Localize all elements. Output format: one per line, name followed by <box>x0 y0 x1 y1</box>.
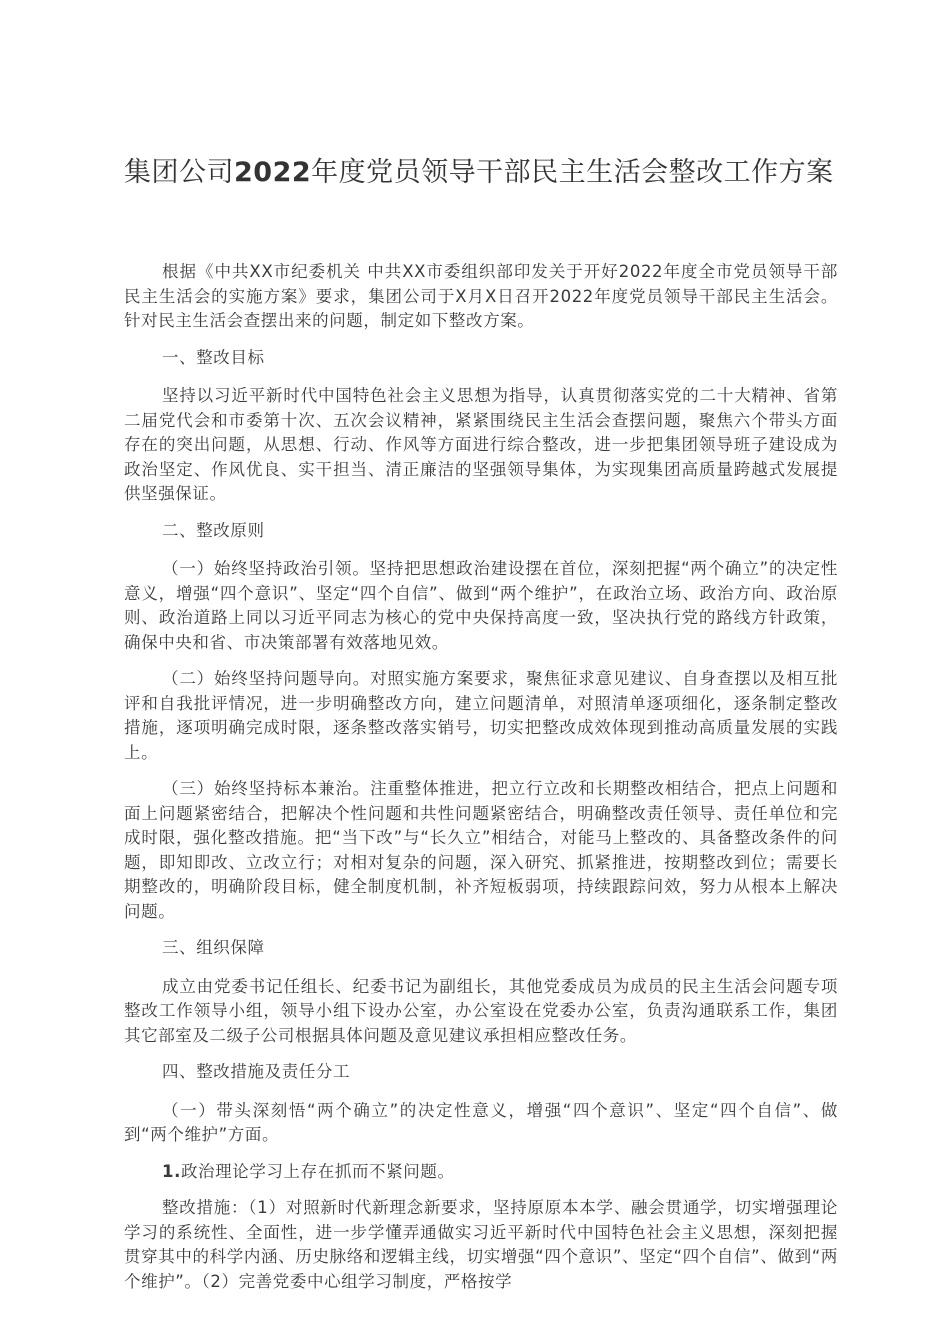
organization-paragraph: 成立由党委书记任组长、纪委书记为副组长，其他党委成员为成员的民主生活会问题专项整改工作领导小组，领导小组下设办公室，办公室设在党委办公室，负责沟通联系工作，集团其它部室及二级子公司根据具体问题及意见建议承担相应整改任务。 <box>124 976 838 1045</box>
section-heading-principles: 二、整改原则 <box>162 520 265 540</box>
section-heading-organization: 三、组织保障 <box>162 938 265 957</box>
section-heading-measures: 四、整改措施及责任分工 <box>162 1062 351 1081</box>
title-year: 2022 <box>234 157 312 188</box>
principle-paragraph-2: （二）始终坚持问题导向。对照实施方案要求，聚焦征求意见建议、自身查摆以及相互批评和自我批评情况，进一步明确整改方向，建立问题清单，对照清单逐项细化，逐条制定整改措施，逐项明确完成时限，逐条整改落实销号，切实把整改成效体现到推动高质量发展的实践上。 <box>124 669 838 762</box>
measure-paragraph-1: （一）带头深刻悟“两个确立”的决定性意义，增强“四个意识”、坚定“四个自信”、做到“两个维护”方面。 <box>124 1100 838 1144</box>
measure-detail-paragraph: 整改措施：（1）对照新时代新理念新要求，坚持原原本本学、融会贯通学，切实增强理论学习的系统性、全面性，进一步学懂弄通做实习近平新时代中国特色社会主义思想，深刻把握贯穿其中的科学内涵、历史脉络和逻辑主线，切实增强“四个意识”、坚定“四个自信”、做到“两个维护”。（2）完善党委中心组学习制度，严格按学 <box>124 1198 838 1291</box>
document-title <box>124 148 844 198</box>
item-text: 政治理论学习上存在抓而不紧问题。 <box>180 1161 455 1181</box>
principle-paragraph-1: （一）始终坚持政治引领。坚持把思想政治建设摆在首位，深刻把握“两个确立”的决定性意义，增强“四个意识”、坚定“四个自信”、做到“两个维护”，在政治立场、政治方向、政治原则、政治道路上同以习近平同志为核心的党中央保持高度一致，坚决执行党的路线方针政策，确保中央和省、市决策部署有效落地见效。 <box>124 559 838 652</box>
title-suffix: 年度党员领导干部民主生活会整改工作方案 <box>311 157 834 188</box>
goal-paragraph: 坚持以习近平新时代中国特色社会主义思想为指导，认真贯彻落实党的二十大精神、省第二届党代会和市委第十次、五次会议精神，紧紧围绕民主生活会查摆问题，聚焦六个带头方面存在的突出问题，从思想、行动、作风等方面进行综合整改，进一步把集团领导班子建设成为政治坚定、作风优良、实干担当、清正廉洁的坚强领导集体，为实现集团高质量跨越式发展提供坚强保证。 <box>124 386 838 503</box>
intro-paragraph: 根据《中共XX市纪委机关 中共XX市委组织部印发关于开好2022年度全市党员领导干部民主生活会的实施方案》要求，集团公司于X月X日召开2022年度党员领导干部民主生活会。针对民主生活会查摆出来的问题，制定如下整改方案。 <box>124 262 838 330</box>
section-heading-goal: 一、整改目标 <box>162 347 265 367</box>
item-number: 1. <box>162 1161 181 1181</box>
document-body <box>124 260 838 1306</box>
principle-paragraph-3: （三）始终坚持标本兼治。注重整体推进，把立行立改和长期整改相结合，把点上问题和面上问题紧密结合，把解决个性问题和共性问题紧密结合，明确整改责任领导、责任单位和完成时限，强化整改措施。把“当下改”与“长久立”相结合，对能马上整改的、具备整改条件的问题，即知即改、立改立行；对相对复杂的问题，深入研究、抓紧推进，按期整改到位；需要长期整改的，明确阶段目标，健全制度机制，补齐短板弱项，持续跟踪问效，努力从根本上解决问题。 <box>124 779 838 921</box>
title-prefix: 集团公司 <box>124 157 234 188</box>
item-paragraph-1 <box>124 1160 838 1185</box>
